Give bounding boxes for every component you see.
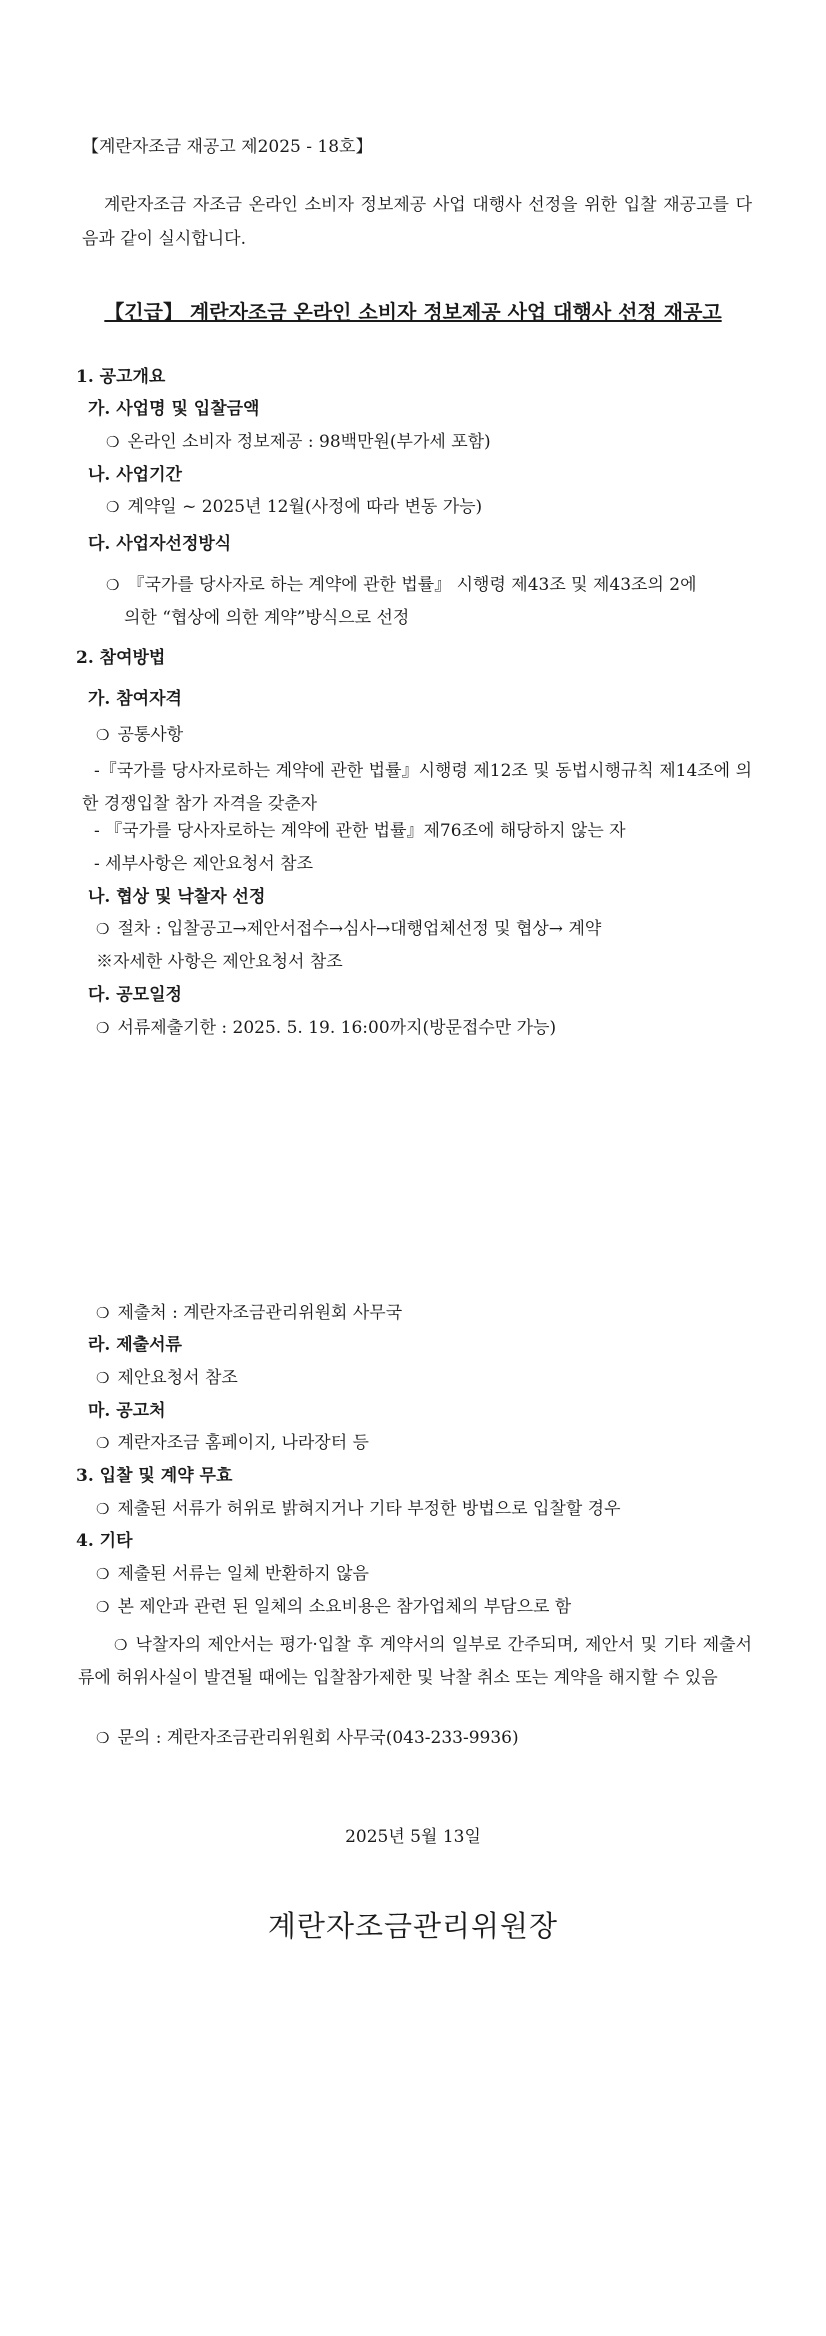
- bullet-icon: ❍: [96, 1304, 110, 1322]
- section-4-item1: [96, 1563, 369, 1585]
- list-item-text: 계약일 ~ 2025년 12월(사정에 따라 변동 가능): [127, 497, 483, 517]
- section-4-heading: 4. 기타: [76, 1531, 133, 1551]
- section-2c-item1: [96, 1017, 556, 1039]
- section-1c-item: [106, 574, 697, 596]
- bullet-icon: ❍: [96, 1434, 110, 1452]
- section-2b-heading: 나. 협상 및 낙찰자 선정: [88, 887, 266, 907]
- section-2a-sub2: - 『국가를 당사자로하는 계약에 관한 법률』제76조에 해당하지 않는 자: [94, 821, 626, 841]
- list-item-text: 제출된 서류는 일체 반환하지 않음: [117, 1564, 369, 1584]
- notice-number: 【계란자조금 재공고 제2025 - 18호】: [82, 137, 373, 157]
- section-1c-heading: 다. 사업자선정방식: [88, 534, 232, 554]
- section-2c-item2: [96, 1302, 402, 1324]
- section-3-item: [96, 1498, 621, 1520]
- list-item-text: 낙찰자의 제안서는 평가·입찰 후 계약서의 일부로 간주되며, 제안서 및 기타 제출서류에 허위사실이 발견될 때에는 입찰참가제한 및 낙찰 취소 또는 계약을 해지할 수 있음: [78, 1635, 752, 1688]
- intro-paragraph: 계란자조금 자조금 온라인 소비자 정보제공 사업 대행사 선정을 위한 입찰 재공고를 다음과 같이 실시합니다.: [82, 195, 752, 249]
- section-4-item2: [96, 1596, 571, 1618]
- bullet-icon: ❍: [114, 1636, 128, 1654]
- list-item-text: 제출된 서류가 허위로 밝혀지거나 기타 부정한 방법으로 입찰할 경우: [117, 1499, 621, 1519]
- bullet-icon: ❍: [96, 920, 110, 938]
- bullet-icon: ❍: [96, 1369, 110, 1387]
- page-title: 【긴급】 계란자조금 온라인 소비자 정보제공 사업 대행사 선정 재공고: [104, 300, 722, 324]
- bullet-icon: ❍: [96, 1598, 110, 1616]
- list-item-text: 서류제출기한 : 2025. 5. 19. 16:00까지(방문접수만 가능): [117, 1018, 557, 1038]
- section-2b-item: [96, 918, 601, 940]
- bullet-icon: ❍: [106, 576, 120, 594]
- section-2a-sub1: -『국가를 당사자로하는 계약에 관한 법률』시행령 제12조 및 동법시행규칙 제14조에 의한 경쟁입찰 참가 자격을 갖춘자: [82, 761, 752, 814]
- section-1b-heading: 나. 사업기간: [88, 465, 182, 485]
- section-2b-note: ※자세한 사항은 제안요청서 참조: [96, 952, 343, 972]
- section-2d-heading: 라. 제출서류: [88, 1335, 182, 1355]
- list-item-text: 계란자조금 홈페이지, 나라장터 등: [117, 1433, 369, 1453]
- signer-title: 계란자조금관리위원장: [267, 1909, 559, 1943]
- section-1a-heading: 가. 사업명 및 입찰금액: [88, 399, 260, 419]
- section-2e-heading: 마. 공고처: [88, 1401, 166, 1421]
- list-item-text: 제안요청서 참조: [117, 1368, 238, 1388]
- list-item-text: 공통사항: [117, 725, 184, 745]
- list-item-text: 절차 : 입찰공고→제안서접수→심사→대행업체선정 및 협상→ 계약: [117, 919, 602, 939]
- bullet-icon: ❍: [96, 1729, 110, 1747]
- section-2e-item: [96, 1432, 369, 1454]
- list-item-text: 『국가를 당사자로 하는 계약에 관한 법률』 시행령 제43조 및 제43조의 2에: [127, 575, 697, 595]
- list-item-text: 문의 : 계란자조금관리위원회 사무국(043-233-9936): [117, 1728, 519, 1748]
- section-1-heading: 1. 공고개요: [76, 367, 166, 387]
- list-item-text: 제출처 : 계란자조금관리위원회 사무국: [117, 1303, 403, 1323]
- section-4-item4: [96, 1727, 519, 1749]
- bullet-icon: ❍: [96, 1500, 110, 1518]
- list-item-text: 온라인 소비자 정보제공 : 98백만원(부가세 포함): [127, 432, 491, 452]
- section-2a-item: [96, 724, 183, 746]
- section-4-item3: [78, 1629, 752, 1695]
- section-2a-heading: 가. 참여자격: [88, 689, 182, 709]
- bullet-icon: ❍: [96, 1565, 110, 1583]
- section-1a-item: [106, 431, 491, 453]
- section-1b-item: [106, 496, 482, 518]
- section-1c-item-cont: 의한 “협상에 의한 계약”방식으로 선정: [124, 608, 410, 628]
- section-2c-heading: 다. 공모일정: [88, 985, 182, 1005]
- bullet-icon: ❍: [106, 433, 120, 451]
- bullet-icon: ❍: [96, 1019, 110, 1037]
- section-2a-sub3: - 세부사항은 제안요청서 참조: [94, 854, 314, 874]
- notice-date: 2025년 5월 13일: [345, 1827, 481, 1847]
- list-item-text: 본 제안과 관련 된 일체의 소요비용은 참가업체의 부담으로 함: [117, 1597, 572, 1617]
- section-2-heading: 2. 참여방법: [76, 648, 166, 668]
- bullet-icon: ❍: [96, 726, 110, 744]
- bullet-icon: ❍: [106, 498, 120, 516]
- section-3-heading: 3. 입찰 및 계약 무효: [76, 1466, 233, 1486]
- section-2d-item: [96, 1367, 238, 1389]
